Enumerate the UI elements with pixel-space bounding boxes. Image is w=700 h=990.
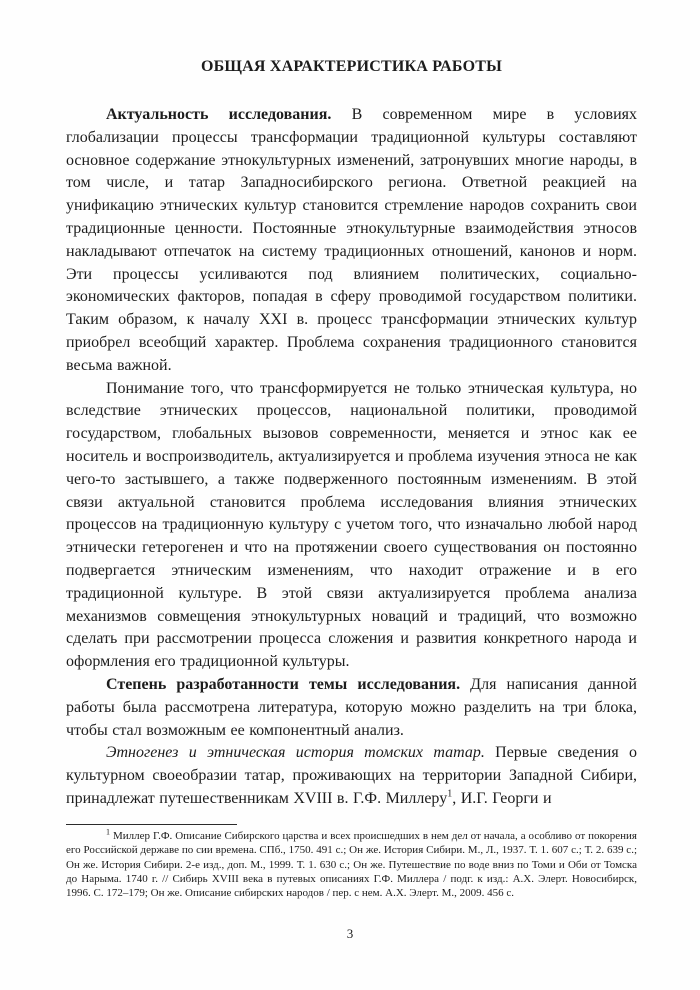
paragraph-ethnogenesis-tail: , И.Г. Георги и — [452, 789, 552, 807]
footnote-marker: 1 — [106, 827, 110, 837]
footnote-separator — [66, 824, 237, 825]
paragraph-ethnogenesis-body: Первые сведения о культурном своеобразии татар, проживающих на территории Западной Сибири, принадлежат путешественникам XVIII в. Г.Ф. Миллеру — [66, 744, 637, 807]
document-content — [66, 56, 637, 901]
paragraph-ethnogenesis — [66, 742, 637, 810]
paragraph-relevance-body: В современном мире в условиях глобализации процессы трансформации традиционной культуры составляют основное содержание этнокультурных изменений, затронувших многие народы, в том числе, и татар Западносибирского региона. Ответной реакцией на унификацию этнических культур становится стремление народов сохранить свои традиционные ценности. Постоянные этнокультурные взаимодействия этносов накладывают отпечаток на систему традиционных отношений, канонов и норм. Эти процессы усиливаются под влиянием политических, социально-экономических факторов, попадая в сферу проводимой государством политики. Таким образом, к началу XXI в. процесс трансформации этнических культур приобрел всеобщий характер. Проблема сохранения традиционного становится весьма важной. — [66, 106, 637, 374]
page-number: 3 — [346, 926, 354, 941]
paragraph-relevance — [66, 104, 637, 378]
paragraph-understanding — [66, 378, 637, 674]
paragraph-relevance-lead: Актуальность исследования. — [106, 106, 332, 123]
paragraph-degree-lead: Степень разработанности темы исследования. — [106, 675, 461, 693]
footnote-body: Миллер Г.Ф. Описание Сибирского царства и всех происшедших в нем дел от начала, а особливо от покорения его Российской державе по сии времена. СПб., 1750. 491 с.; Он же. История Сибири. М., Л., 1937. Т. 1. 607 с.; Т. 2. 639 с.; Он же. История Сибири. 2-е изд., доп. М., 1999. Т. 1. 630 с.; Он же. Путешествие по воде вниз по Томи и Оби от Томска до Нарыма. 1740 г. // Сибирь XVIII века в путевых описаниях Г.Ф. Миллера / подг. к изд.: А.Х. Элерт. Новосибирск, 1996. С. 172–179; Он же. Описание сибирских народов / пер. с нем. А.Х. Элерт. М., 2009. 456 с. — [66, 829, 637, 900]
footnote-reference: 1 — [447, 788, 453, 800]
document-title: ОБЩАЯ ХАРАКТЕРИСТИКА РАБОТЫ — [200, 58, 503, 75]
paragraph-degree-of-development — [66, 674, 637, 742]
paragraph-understanding-body: Понимание того, что трансформируется не только этническая культура, но вследствие этнических процессов, национальной политики, проводимой государством, глобальных вызовов современности, меняется и этнос как ее носитель и воспроизводитель, актуализируется и проблема изучения этноса не как чего-то застывшего, а также подверженного постоянным изменениям. В этой связи актуальной становится проблема исследования влияния этнических процессов на традиционную культуру с учетом того, что изначально любой народ этнически гетерогенен и что на протяжении своего существования он постоянно подвергается этническим изменениям, что находит отражение и в его традиционной культуре. В этой связи актуализируется проблема анализа механизмов совмещения этнокультурных новаций и традиций, что возможно сделать при рассмотрении процесса сложения и развития конкретного народа и оформления его традиционной культуры. — [66, 379, 637, 671]
footnote — [66, 829, 637, 901]
paragraph-ethnogenesis-italic-lead: Этногенез и этническая история томских татар. — [106, 744, 485, 762]
paragraph-degree-body: Для написания данной работы была рассмотрена литература, которую можно разделить на три блока, чтобы стал возможным ее компонентный анализ. — [66, 675, 637, 739]
